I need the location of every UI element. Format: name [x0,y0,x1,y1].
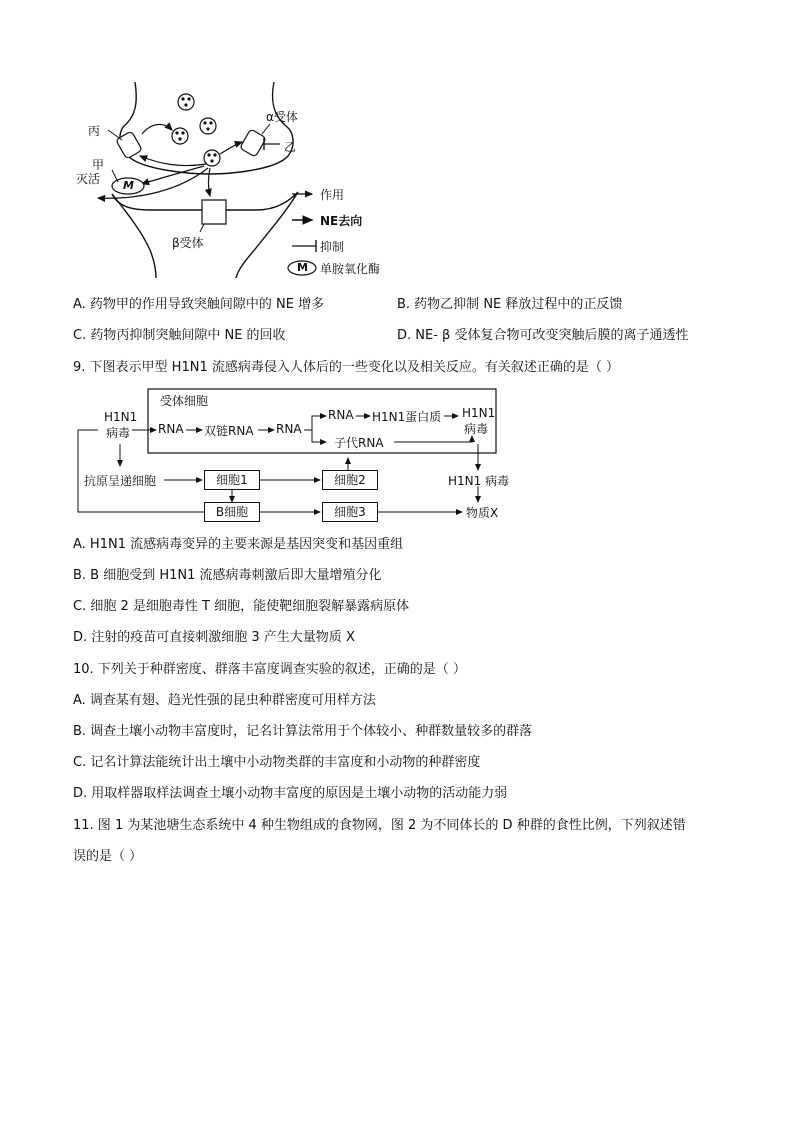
virus-right-label: H1N1 病毒 [448,474,510,488]
apc-label: 抗原呈递细胞 [84,474,157,488]
virus-in-l1: H1N1 [104,410,138,424]
q8-option-a: A. 药物甲的作用导致突触间隙中的 NE 增多 [73,297,325,312]
q8-figure [76,82,400,278]
progeny-rna: 子代RNA [334,436,384,450]
rna-1: RNA [158,422,184,436]
q9-option-b: B. B 细胞受到 H1N1 流感病毒刺激后即大量增殖分化 [73,568,382,583]
cell1-box: 细胞1 [204,470,260,490]
cell2-box: 细胞2 [322,470,378,490]
q10-option-a: A. 调查某有翅、趋光性强的昆虫种群密度可用样方法 [73,693,376,708]
q9-option-d: D. 注射的疫苗可直接刺激细胞 3 产生大量物质 X [73,630,355,645]
substance-x-label: 物质X [466,506,499,520]
q11-stem-line1: 11. 图 1 为某池塘生态系统中 4 种生物组成的食物网，图 2 为不同体长的 D 种群的食性比例，下列叙述错 [73,818,686,833]
legend-maoi-symbol: M [297,261,308,274]
legend-maoi: 单胺氧化酶 [320,262,381,276]
dsrna: 双链RNA [204,424,254,438]
rna-3: RNA [328,408,354,422]
vesicle [178,94,194,110]
q9-flow-diagram [72,388,522,522]
q8-option-b: B. 药物乙抑制 NE 释放过程中的正反馈 [397,297,623,312]
virus-in-l2: 病毒 [106,426,131,440]
vesicle [172,128,188,144]
legend-act: 作用 [320,188,345,202]
q9-stem: 9. 下图表示甲型 H1N1 流感病毒侵入人体后的一些变化以及相关反应。有关叙述正确的是（ ） [73,360,619,375]
legend-ne: NE去向 [320,214,363,228]
legend-inhibit: 抑制 [320,240,345,254]
q8-option-c: C. 药物丙抑制突触间隙中 NE 的回收 [73,328,286,343]
q11-stem-line2: 误的是（ ） [73,849,143,864]
virus-out-l1: H1N1 [462,406,496,420]
label-alpha-receptor: α受体 [266,110,298,124]
vesicle [200,118,216,134]
label-bing: 丙 [88,124,101,138]
q10-option-c: C. 记名计算法能统计出土壤中小动物类群的丰富度和小动物的种群密度 [73,755,481,770]
h1n1-protein: H1N1蛋白质 [372,410,442,424]
q10-option-d: D. 用取样器取样法调查土壤小动物丰富度的原因是土壤小动物的活动能力弱 [73,786,508,801]
q8-option-d: D. NE- β 受体复合物可改变突触后膜的离子通透性 [397,328,689,343]
q10-option-b: B. 调查土壤小动物丰富度时，记名计算法常用于个体较小、种群数量较多的群落 [73,724,533,739]
bcell-box: B细胞 [204,502,260,522]
postsynaptic-left-edge [112,194,156,278]
label-jia: 甲 [92,158,105,172]
q9-option-c: C. 细胞 2 是细胞毒性 T 细胞，能使靶细胞裂解暴露病原体 [73,599,410,614]
label-inactivate: 灭活 [76,172,101,186]
q10-stem: 10. 下列关于种群密度、群落丰富度调查实验的叙述，正确的是（ ） [73,662,466,677]
vesicle-releasing [204,150,220,166]
rna-2: RNA [276,422,302,436]
label-beta-receptor: β受体 [172,236,204,250]
beta-receptor-shape [202,200,226,224]
host-cell-label: 受体细胞 [160,394,209,408]
virus-out-l2: 病毒 [464,422,489,436]
q9-option-a: A. H1N1 流感病毒变异的主要来源是基因突变和基因重组 [73,537,404,552]
label-yi: 乙 [284,140,297,154]
cell3-box: 细胞3 [322,502,378,522]
maoi-symbol: M [123,179,134,192]
